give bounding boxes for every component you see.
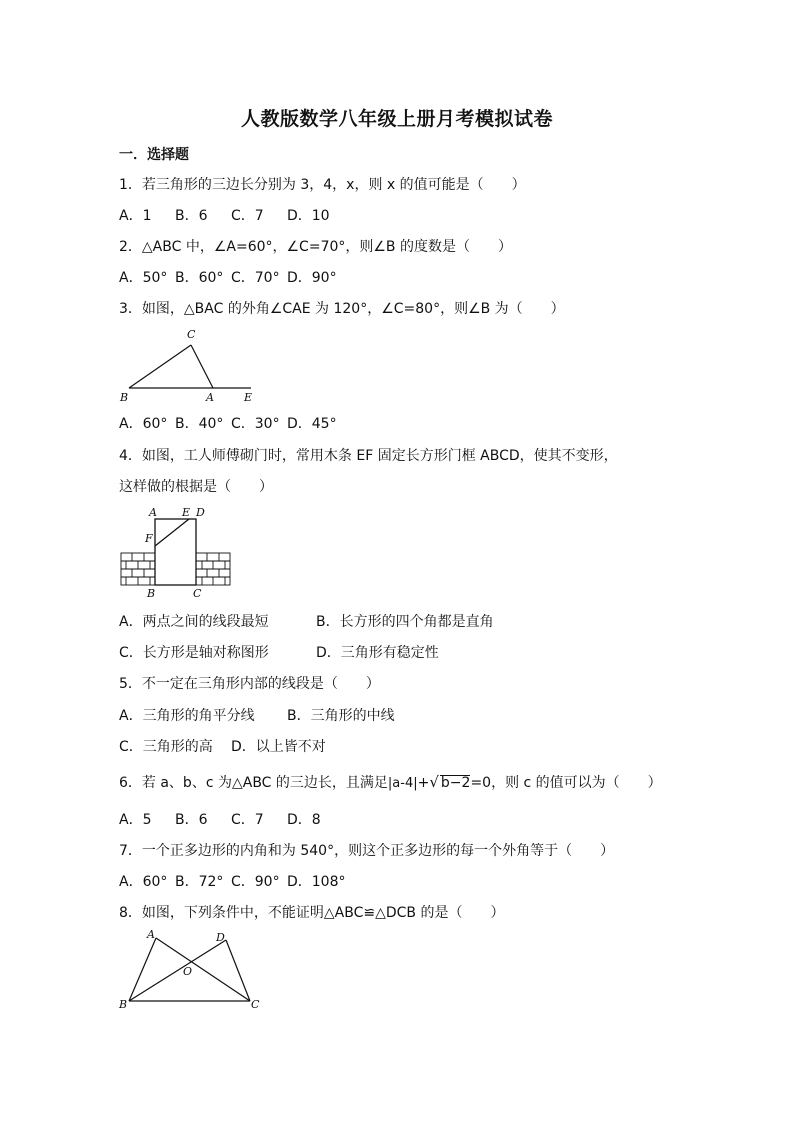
- q3-triangle-figure: [116, 326, 266, 404]
- q6-option-b: B．6: [175, 812, 208, 828]
- q6-text-pre: 6．若 a、b、c 为△ABC 的三边长，且满足: [119, 775, 388, 791]
- q4-option-b: B．长方形的四个角都是直角: [316, 614, 494, 630]
- q3-option-d: D．45°: [287, 416, 337, 432]
- q6-text-post: =0，则 c 的值可以为（ ）: [470, 775, 662, 791]
- q2-option-b: B．60°: [175, 270, 224, 286]
- question-7: 7．一个正多边形的内角和为 540°，则这个正多边形的每一个外角等于（ ）: [119, 843, 615, 859]
- section-heading: 一．选择题: [119, 147, 189, 163]
- q6-plus: +: [417, 775, 430, 791]
- q4-option-d: D．三角形有稳定性: [316, 645, 439, 661]
- q4-label-f: F: [145, 532, 153, 545]
- q4-label-e: E: [182, 506, 191, 519]
- q6-option-a: A．5: [119, 812, 152, 828]
- q2-option-a: A．50°: [119, 270, 168, 286]
- q6-abs-expression: |a-4|: [387, 776, 418, 791]
- q1-option-d: D．10: [287, 208, 330, 224]
- question-4-line-1: 4．如图，工人师傅砌门时，常用木条 EF 固定长方形门框 ABCD，使其不变形，: [119, 448, 618, 464]
- question-2: 2．△ABC 中，∠A=60°，∠C=70°，则∠B 的度数是（ ）: [119, 239, 512, 255]
- q7-option-d: D．108°: [287, 874, 346, 890]
- q6-option-d: D．8: [287, 812, 321, 828]
- q8-label-a: A: [147, 928, 155, 941]
- q3-option-b: B．40°: [175, 416, 224, 432]
- q4-label-b: B: [147, 587, 156, 600]
- q6-option-c: C．7: [231, 812, 264, 828]
- q8-label-o: O: [183, 965, 193, 978]
- q6-sqrt-expression: b−2: [440, 775, 471, 791]
- q3-label-a: A: [206, 391, 214, 404]
- q1-option-a: A．1: [119, 208, 152, 224]
- q5-option-c: C．三角形的高: [119, 739, 213, 755]
- q5-option-d: D．以上皆不对: [231, 739, 326, 755]
- q7-option-b: B．72°: [175, 874, 224, 890]
- q4-label-a: A: [149, 506, 157, 519]
- page-title: 人教版数学八年级上册月考模拟试卷: [240, 108, 553, 130]
- q1-option-b: B．6: [175, 208, 208, 224]
- q1-option-c: C．7: [231, 208, 264, 224]
- q6-sqrt-sign: √: [429, 773, 439, 791]
- q3-label-e: E: [244, 391, 253, 404]
- q4-label-d: D: [196, 506, 205, 519]
- q5-option-b: B．三角形的中线: [287, 708, 395, 724]
- question-8: 8．如图，下列条件中，不能证明△ABC≌△DCB 的是（ ）: [119, 905, 505, 921]
- q7-option-a: A．60°: [119, 874, 168, 890]
- question-1: 1．若三角形的三边长分别为 3，4，x，则 x 的值可能是（ ）: [119, 177, 526, 193]
- q3-label-c: C: [187, 328, 196, 341]
- question-6: [119, 773, 662, 793]
- q2-option-c: C．70°: [231, 270, 280, 286]
- q4-option-a: A．两点之间的线段最短: [119, 614, 269, 630]
- q3-option-a: A．60°: [119, 416, 168, 432]
- q3-label-b: B: [120, 391, 129, 404]
- q8-label-b: B: [119, 998, 128, 1011]
- question-4-line-2: 这样做的根据是（ ）: [119, 479, 273, 495]
- q7-option-c: C．90°: [231, 874, 280, 890]
- q8-quadrilateral-figure: [116, 928, 266, 1013]
- question-5: 5．不一定在三角形内部的线段是（ ）: [119, 676, 380, 692]
- q3-option-c: C．30°: [231, 416, 280, 432]
- q8-label-d: D: [216, 931, 225, 944]
- q4-door-frame-figure: [116, 505, 236, 603]
- q4-label-c: C: [193, 587, 202, 600]
- q8-label-c: C: [251, 998, 260, 1011]
- q2-option-d: D．90°: [287, 270, 337, 286]
- q4-option-c: C．长方形是轴对称图形: [119, 645, 269, 661]
- question-3: 3．如图，△BAC 的外角∠CAE 为 120°，∠C=80°，则∠B 为（ ）: [119, 301, 565, 317]
- q5-option-a: A．三角形的角平分线: [119, 708, 255, 724]
